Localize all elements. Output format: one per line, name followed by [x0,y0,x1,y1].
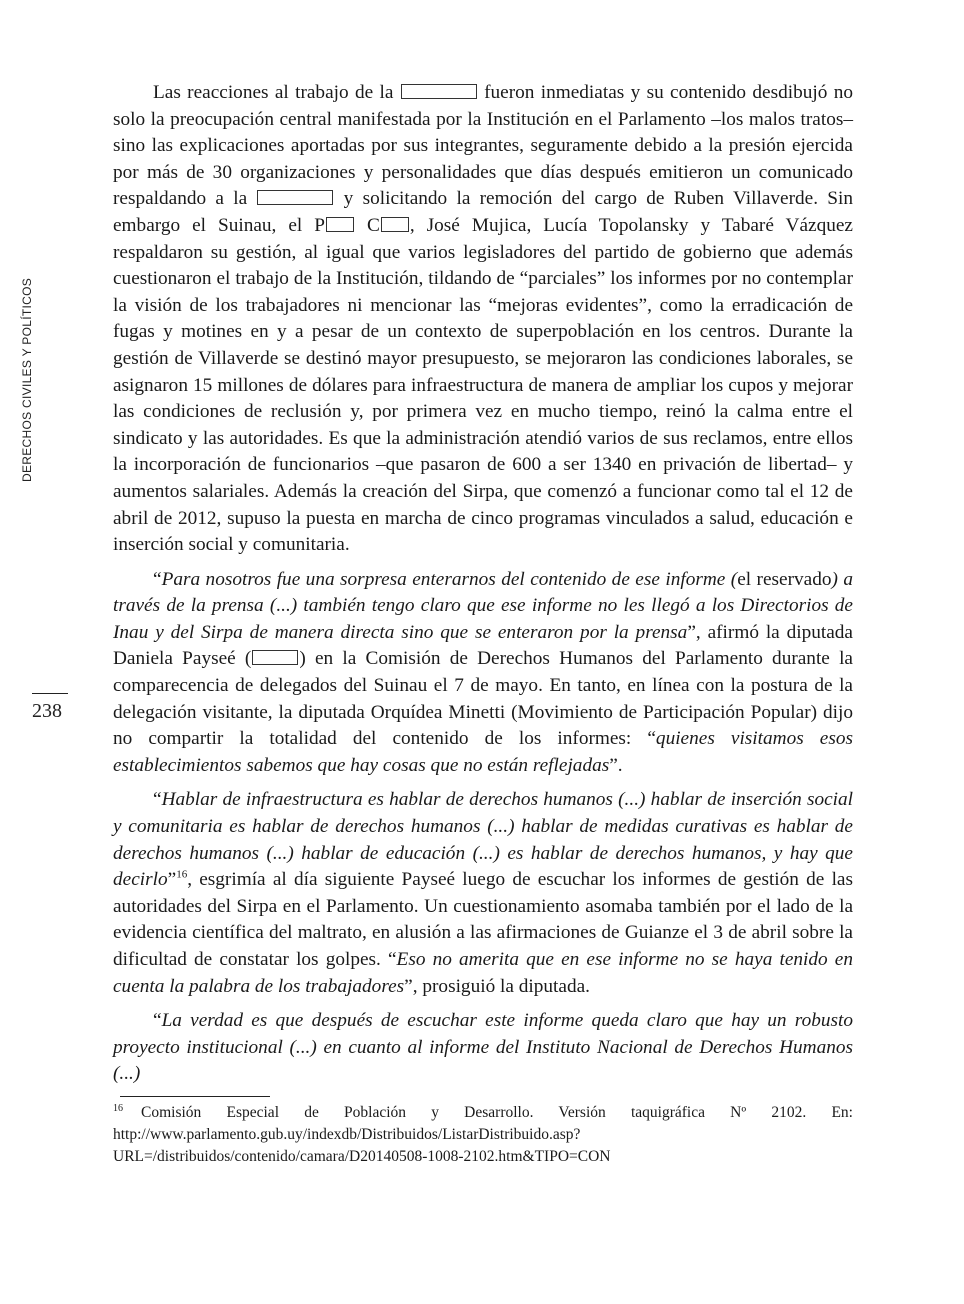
text-run: ”. [609,754,623,776]
quote-text: ) a través de la prensa (...) también tengo claro que ese informe no les llegó a los Directorios de Inau y del Sirpa de manera directa sino que se enteraron por la prensa [113,568,853,643]
text-run: ) en la Comisión de Derechos Humanos del Parlamento durante la comparecencia de delegados del Suinau el 7 de mayo. En tanto, en línea con la postura de la delegación visitante, la diputada Orquídea Minetti (Movimiento de Participación Popular) dijo no compartir la totalidad del contenido de los informes: “ [113,648,853,750]
text-run: C [354,214,380,236]
text-run: ”, afirmó la diputada Daniela Payseé ( [113,621,853,670]
body-text [113,80,853,1096]
footnote-reference[interactable]: 16 [176,868,188,881]
redacted-acronym [381,217,409,232]
redacted-acronym [401,84,477,99]
redacted-acronym [252,650,298,665]
footnote-text: Comisión Especial de Población y Desarrollo. Versión taquigráfica Nº 2102. En: http://www.parlamento.gub.uy/indexdb/Distribuidos/ListarDistribuido.asp?URL=/distribuidos/contenido/camara/D20140508-1008-2102.htm&TIPO=CON [113,1104,853,1165]
text-run: “ [153,1010,162,1032]
paragraph-2 [113,567,853,780]
quote-text: Eso no amerita que en ese informe no se haya tenido en cuenta la palabra de los trabajadores [113,949,854,997]
paragraph-3 [113,787,853,1000]
running-header: DERECHOS CIVILES Y POLÍTICOS [20,277,34,482]
quote-text: Hablar de infraestructura es hablar de derechos humanos (...) hablar de inserción social y comunitaria es hablar de derechos humanos (...) hablar de medidas curativas es hablar de derechos humanos (...) hablar de educación (...) es hablar de derechos humanos, y hay que decirlo [113,789,853,891]
paragraph-4 [113,1008,853,1088]
quote-text: Para nosotros fue una sorpresa enterarnos del contenido de ese informe ( [161,568,738,590]
page-number: 238 [32,700,62,722]
text-run: el reservado [737,568,832,590]
text-run: ” [167,869,177,891]
text-run: fueron inmediatas y su contenido desdibujó no solo la preocupación central manifestada por la Institución en el Parlamento –los malos tratos– sino las explicaciones aportadas por sus integrantes, seguramente debido a la presión ejercida por más de 30 organizaciones y personalidades que días después emitieron un comunicado respaldando a la [113,82,853,210]
text-run: “ [153,789,162,811]
redacted-acronym [326,217,354,232]
quote-text: quienes visitamos esos establecimientos sabemos que hay cosas que no están reflejadas [113,728,853,776]
footnote-rule [120,1096,270,1097]
text-run: , esgrimía al día siguiente Payseé luego de escuchar los informes de gestión de las autoridades del Sirpa en el Parlamento. Un cuestionamiento asomaba también por el lado de la evidencia científica del maltrato, en alusión a las afirmaciones de Guianze el 3 de abril sobre la dificultad de constatar los golpes. “ [113,869,853,970]
text-run: Las reacciones al trabajo de la [153,82,400,103]
footnote [113,1102,853,1168]
paragraph-1 [113,80,853,559]
redacted-acronym [257,190,333,205]
text-run: ”, prosiguió la diputada. [404,975,590,997]
footnote-mark: 16 [113,1102,123,1114]
text-run: “ [153,568,162,590]
text-run: , José Mujica, Lucía Topolansky y Tabaré Vázquez respaldaron su gestión, al igual que varios legisladores del partido de gobierno que además cuestionaron el trabajo de la Institución, tildando de “parciales” los informes por no contemplar la visión de los trabajadores ni mencionar las “mejoras evidentes”, como la erradicación de fugas y motines en y a pesar de un contexto de superpoblación en los centros. Durante la gestión de Villaverde se destinó mayor presupuesto, se mejoraron las condiciones laborales, se asignaron 15 millones de dólares para infraestructura de manera de ampliar los cupos y mejorar las condiciones de reclusión y, por primera vez en mucho tiempo, reinó la calma entre el sindicato y las autoridades. Es que la administración atendió varios de sus reclamos, entre ellos la incorporación de funcionarios –que pasaron de 600 a ser 1340 en privación de libertad– y aumentos salariales. Además la creación del Sirpa, que comenzó a funcionar como tal el 12 de abril de 2012, supuso la puesta en marcha de cinco programas vinculados a salud, educación e inserción social y comunitaria. [113,214,853,556]
quote-text: La verdad es que después de escuchar este informe queda claro que hay un robusto proyecto institucional (...) en cuanto al informe del Instituto Nacional de Derechos Humanos (...) [113,1010,853,1085]
page-number-rule [32,693,68,694]
text-run: y solicitando la remoción del cargo de Ruben Villaverde. Sin embargo el Suinau, el P [113,188,853,236]
